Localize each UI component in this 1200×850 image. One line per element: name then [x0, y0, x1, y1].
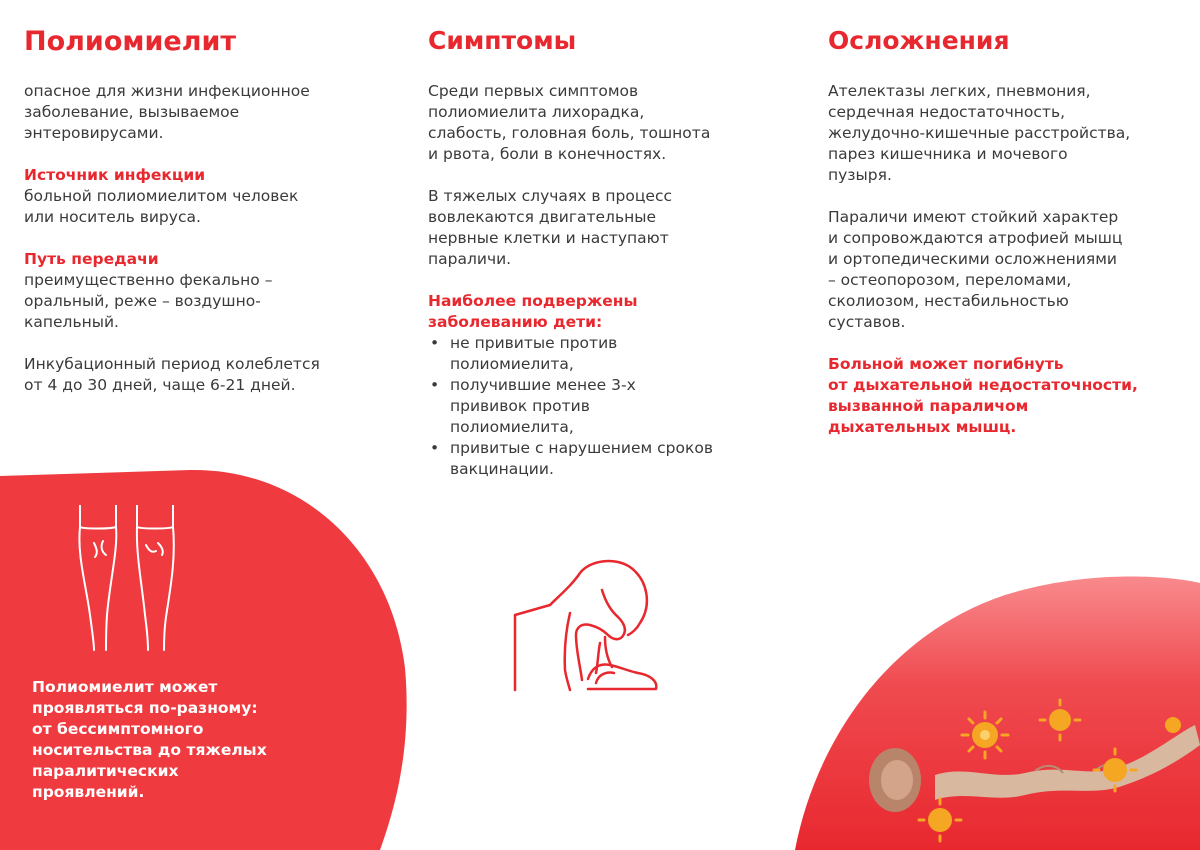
polio-source: Источник инфекции больной полиомиелитом человек или носитель вируса. [24, 165, 320, 228]
complications-title: Осложнения [828, 26, 1010, 55]
callout: Полиомиелит может проявляться по-разному: от бессимптомного носительства до тяжелых паралитических проявлений. [32, 678, 267, 801]
polio-transmission: Путь передачи преимущественно фекально – оральный, реже – воздушно- капельный. [24, 249, 320, 333]
virus-nerve-illustration [795, 575, 1200, 850]
complications-p2: Параличи имеют стойкий характер и сопровождаются атрофией мышц и ортопедическими осложнениями – остеопорозом, переломами, сколиозом, нестабильностью суставов. [828, 208, 1123, 331]
list-item: • привитые с нарушением сроков вакцинации. [450, 438, 713, 480]
list-item: • не привитые против полиомиелита, [450, 333, 713, 375]
complications-body [828, 81, 1138, 459]
vomiting-person-icon [510, 555, 665, 695]
list-item: • получившие менее 3-х прививок против полиомиелита, [450, 375, 713, 438]
risk-heading: Наиболее подвержены заболеванию дети: [428, 292, 638, 331]
symptoms-p2: В тяжелых случаях в процесс вовлекаются двигательные нервные клетки и наступают параличи. [428, 187, 672, 268]
transmission-heading: Путь передачи [24, 250, 159, 268]
source-heading: Источник инфекции [24, 166, 206, 184]
complications-warning: Больной может погибнуть от дыхательной недостаточности, вызванной параличом дыхательных мышц. [828, 355, 1138, 436]
polio-definition: опасное для жизни инфекционное заболевание, вызываемое энтеровирусами. [24, 82, 310, 142]
risk-list [428, 333, 713, 480]
polio-title: Полиомиелит [24, 26, 237, 57]
complications-p1: Ателектазы легких, пневмония, сердечная недостаточность, желудочно-кишечные расстройства, парез кишечника и мочевого пузыря. [828, 82, 1131, 184]
polio-body [24, 81, 320, 417]
symptoms-body [428, 81, 713, 480]
polio-incubation: Инкубационный период колеблется от 4 до 30 дней, чаще 6-21 дней. [24, 355, 320, 394]
symptoms-title: Симптомы [428, 26, 577, 55]
symptoms-p1: Среди первых симптомов полиомиелита лихорадка, слабость, головная боль, тошнота и рвота, боли в конечностях. [428, 82, 711, 163]
risk-group [428, 291, 713, 480]
paralyzed-legs-icon [70, 505, 185, 655]
